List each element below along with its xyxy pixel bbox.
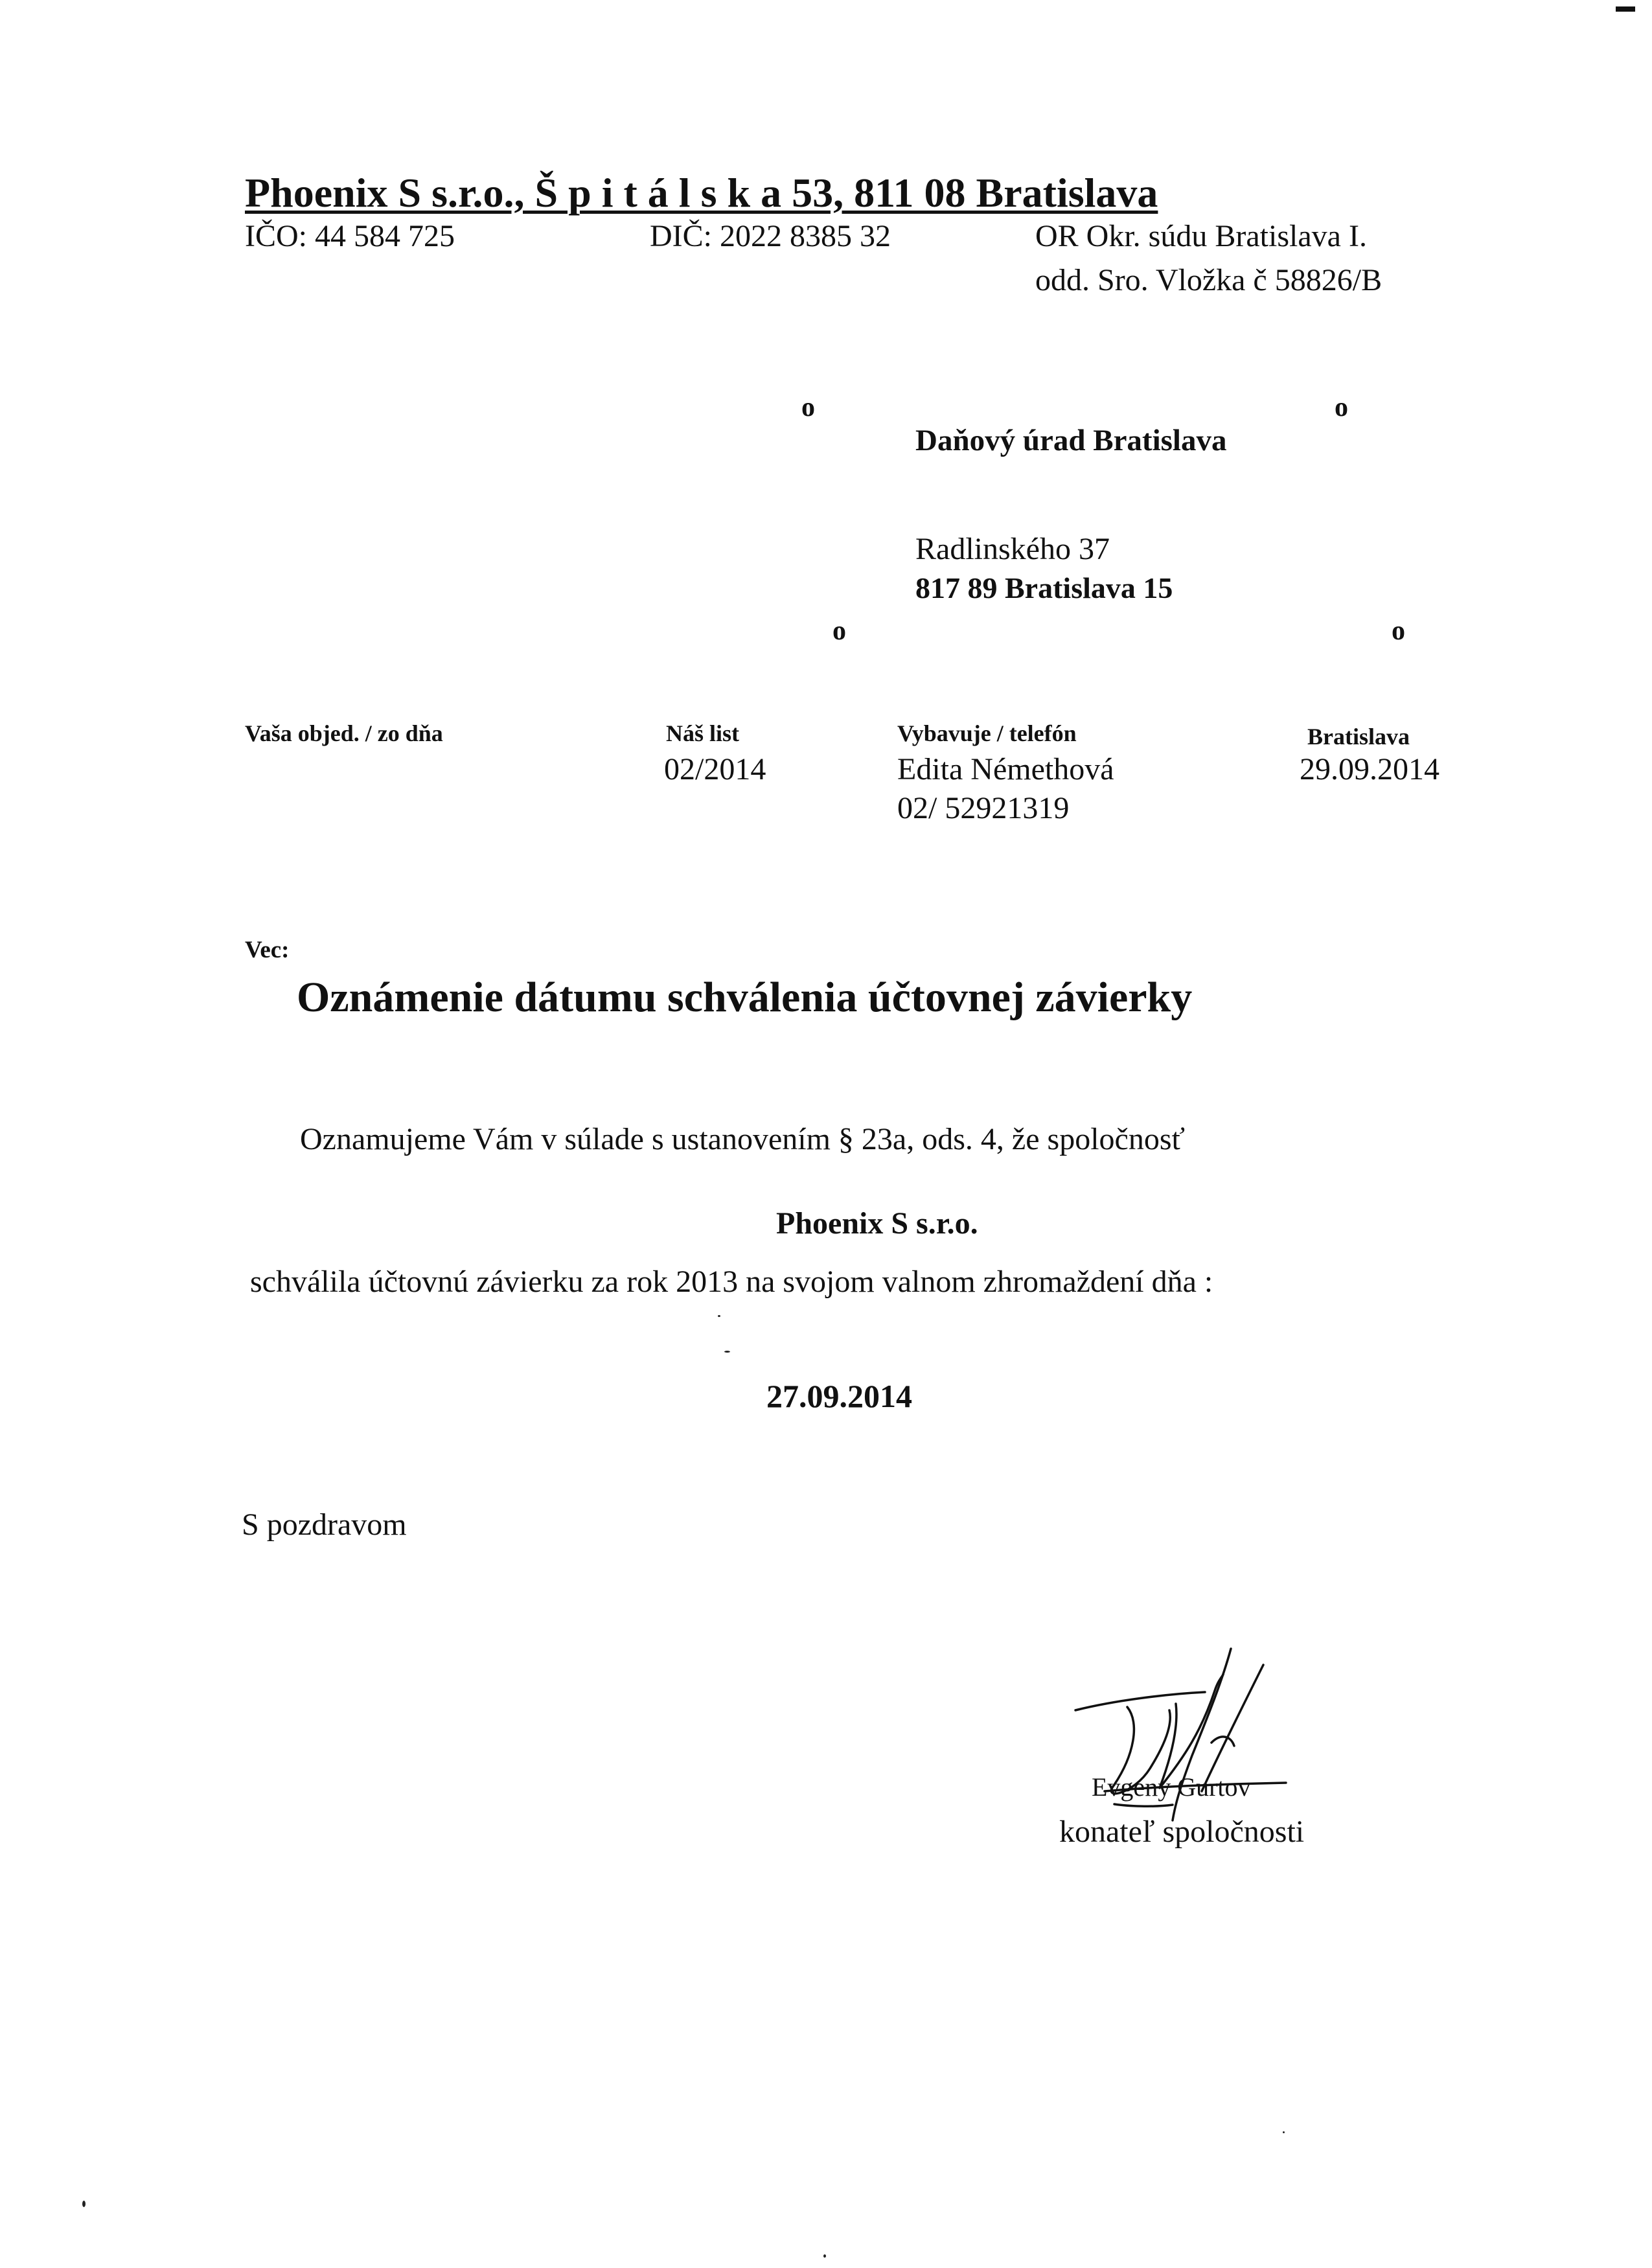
our-letter-label: Náš list: [666, 720, 740, 746]
signatory-role: konateľ spoločnosti: [1059, 1815, 1305, 1849]
our-letter-value: 02/2014: [664, 752, 766, 786]
place-label: Bratislava: [1307, 724, 1410, 750]
company-ico: IČO: 44 584 725: [245, 219, 455, 253]
scan-speck: [82, 2201, 86, 2207]
your-order-label: Vaša objed. / zo dňa: [245, 720, 443, 746]
recipient-street: Radlinského 37: [915, 532, 1110, 566]
scan-speck: [718, 1315, 720, 1317]
address-mark-bottom-left: o: [832, 616, 846, 646]
recipient-city: 817 89 Bratislava 15: [915, 571, 1173, 604]
scan-speck: [823, 2254, 826, 2258]
letter-date: 29.09.2014: [1300, 752, 1440, 786]
body-paragraph-1: Oznamujeme Vám v súlade s ustanovením § 23a, ods. 4, že spoločnosť: [300, 1122, 1186, 1156]
handled-by-name: Edita Némethová: [897, 752, 1114, 786]
scan-speck: [724, 1351, 730, 1353]
handled-by-phone: 02/ 52921319: [897, 791, 1070, 825]
body-paragraph-2: schválila účtovnú závierku za rok 2013 na svojom valnom zhromaždení dňa :: [250, 1265, 1213, 1299]
subject-label: Vec:: [245, 937, 290, 963]
address-mark-top-left: o: [801, 393, 815, 422]
address-mark-bottom-right: o: [1392, 616, 1405, 646]
company-dic: DIČ: 2022 8385 32: [650, 219, 891, 253]
scan-mark: [1616, 6, 1635, 12]
signatory-name: Evgeny Gurtov: [1092, 1772, 1251, 1802]
handled-by-label: Vybavuje / telefón: [897, 720, 1077, 746]
subject-title: Oznámenie dátumu schválenia účtovnej závierky: [297, 974, 1193, 1021]
register-line-1: OR Okr. súdu Bratislava I.: [1035, 219, 1367, 253]
register-line-2: odd. Sro. Vložka č 58826/B: [1035, 263, 1382, 297]
closing-greeting: S pozdravom: [242, 1507, 407, 1542]
company-letterhead: Phoenix S s.r.o., Š p i t á l s k a 53, 811 08 Bratislava: [245, 170, 1158, 216]
approval-date: 27.09.2014: [766, 1378, 912, 1414]
address-mark-top-right: o: [1335, 393, 1348, 422]
recipient-name: Daňový úrad Bratislava: [915, 424, 1227, 457]
body-company-name: Phoenix S s.r.o.: [776, 1206, 978, 1241]
scan-speck: [1283, 2131, 1285, 2133]
